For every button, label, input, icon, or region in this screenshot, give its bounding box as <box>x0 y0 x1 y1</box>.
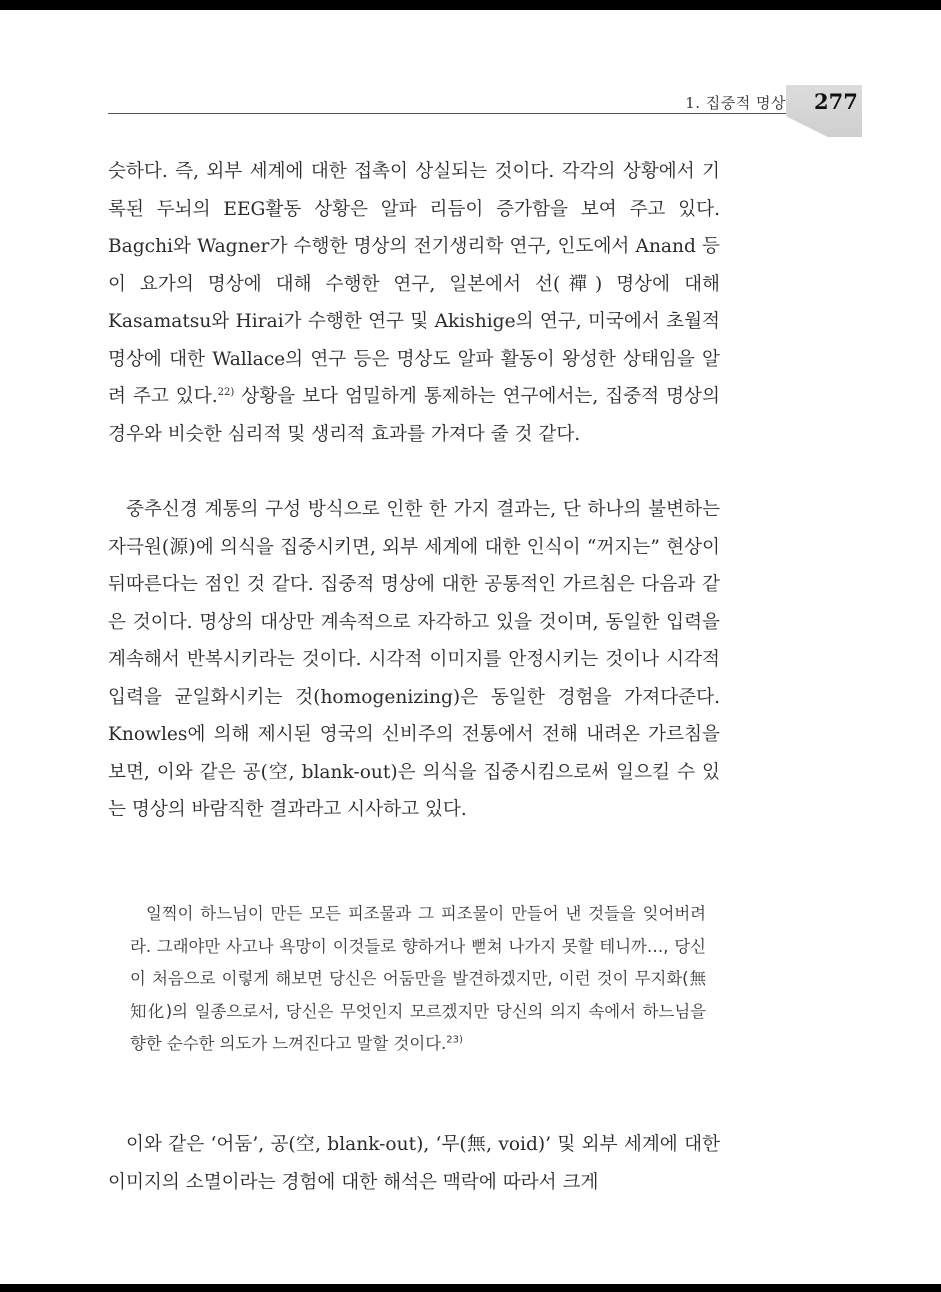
header-rule <box>108 113 862 114</box>
body-paragraph-1 <box>108 153 720 453</box>
quote-text: 일찍이 하느님이 만든 모든 피조물과 그 피조물이 만들어 낸 것들을 잊어버려라. 그래야만 사고나 욕망이 이것들로 향하거나 뻗쳐 나가지 못할 테니까…, 당신이 처음으로 이렇게 해보면 당신은 어둠만을 발견하겠지만, 이런 것이 무지화(無知化)의 일종으로서, 당신은 무엇인지 모르겠지만 당신의 의지 속에서 하느님을 향한 순수한 의도가 느껴진다고 말할 것이다. <box>130 904 706 1053</box>
paragraph-1-text: 슷하다. 즉, 외부 세계에 대한 접촉이 상실되는 것이다. 각각의 상황에서 기록된 두뇌의 EEG활동 상황은 알파 리듬이 증가함을 보여 주고 있다. Bagchi와 Wagner가 수행한 명상의 전기생리학 연구, 인도에서 Anand 등이 요가의 명상에 대해 수행한 연구, 일본에서 선(禪) 명상에 대해 Kasamatsu와 Hirai가 수행한 연구 및 Akishige의 연구, 미국에서 초월적 명상에 대한 Wallace의 연구 등은 명상도 알파 활동이 왕성한 상태임을 알려 주고 있다. <box>108 161 720 407</box>
page-number: 277 <box>814 89 858 114</box>
block-quote <box>130 898 706 1061</box>
top-border <box>0 0 941 10</box>
footnote-ref-23[interactable]: 23) <box>446 1034 463 1046</box>
running-header: 1. 집중적 명상 <box>685 94 786 112</box>
body-paragraph-2: 중추신경 계통의 구성 방식으로 인한 한 가지 결과는, 단 하나의 불변하는 자극원(源)에 의식을 집중시키면, 외부 세계에 대한 인식이 “꺼지는” 현상이 뒤따른다는 점인 것 같다. 집중적 명상에 대한 공통적인 가르침은 다음과 같은 것이다. 명상의 대상만 계속적으로 자각하고 있을 것이며, 동일한 입력을 계속해서 반복시키라는 것이다. 시각적 이미지를 안정시키는 것이나 시각적 입력을 균일화시키는 것(homogenizing)은 동일한 경험을 가져다준다. Knowles에 의해 제시된 영국의 신비주의 전통에서 전해 내려온 가르침을 보면, 이와 같은 공(空, blank-out)은 의식을 집중시킴으로써 일으킬 수 있는 명상의 바람직한 결과라고 시사하고 있다. <box>108 499 720 820</box>
footnote-ref-22[interactable]: 22) <box>217 386 235 398</box>
bottom-border <box>0 1284 941 1292</box>
body-paragraph-3: 이와 같은 ‘어둠’, 공(空, blank-out), ‘무(無, void)’ 및 외부 세계에 대한 이미지의 소멸이라는 경험에 대한 해석은 맥락에 따라서 크게 <box>108 1134 720 1193</box>
paragraph-1-tail: 상황을 보다 엄밀하게 통제하는 연구에서는, 집중적 명상의 경우와 비슷한 심리적 및 생리적 효과를 가져다 줄 것 같다. <box>108 386 720 445</box>
